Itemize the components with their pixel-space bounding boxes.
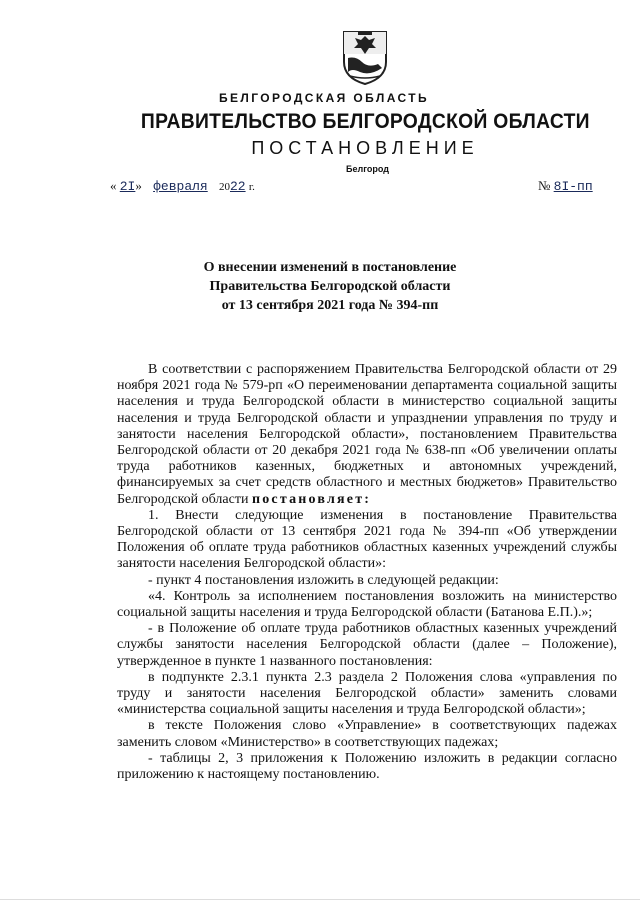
title-line-2: Правительства Белгородской области	[209, 279, 451, 294]
decree-number	[538, 178, 593, 194]
page-edge-line	[0, 899, 640, 900]
paragraph-preamble	[117, 362, 617, 508]
date-day: 2I	[119, 179, 136, 194]
document-type: ПОСТАНОВЛЕНИЕ	[251, 138, 479, 158]
resolves-word: постановляет:	[251, 491, 372, 507]
date-year-suffix: 22	[229, 179, 246, 194]
date-open-quote: «	[110, 178, 117, 193]
paragraph-replace-word: в тексте Положения слово «Управление» в соответствующих падежах заменить словом «Министерство» в соответствующих падежах;	[117, 718, 617, 750]
city-name: Белгород	[346, 164, 389, 174]
date-year-label: г.	[248, 181, 255, 193]
paragraph-regulation: - в Положение об оплате труда работников областных казенных учреждений службы занятости населения Белгородской области (далее – Положение), утвержденное в пункте 1 названного постановления:	[117, 621, 617, 669]
paragraph-tables: - таблицы 2, 3 приложения к Положению изложить в редакции согласно приложению к настоящему постановлению.	[117, 750, 617, 783]
date-year-prefix: 20	[218, 181, 230, 193]
date-month: февраля	[153, 179, 208, 194]
title-line-1: О внесении изменений в постановление	[203, 260, 457, 275]
paragraph-point-4: - пункт 4 постановления изложить в следующей редакции:	[148, 572, 499, 588]
number-value: 8I-пп	[553, 179, 593, 194]
document-title	[160, 258, 500, 315]
paragraph-point-4-text: «4. Контроль за исполнением постановления возложить на министерство социальной защиты населения и труда Белгородской области (Батанова Е.П.).»;	[117, 588, 617, 621]
number-sign: №	[538, 178, 551, 193]
decree-date	[110, 178, 255, 194]
document-body	[117, 362, 617, 783]
coat-of-arms-emblem	[340, 28, 390, 86]
paragraph-subpoint: в подпункте 2.3.1 пункта 2.3 раздела 2 Положения слова «управления по труду и занятости населения Белгородской области» заменить словами «министерства социальной защиты населения и труда Белгородской области»;	[117, 669, 617, 718]
date-close-quote: »	[135, 178, 142, 193]
title-line-3: от 13 сентября 2021 года № 394-пп	[221, 298, 439, 313]
region-name: БЕЛГОРОДСКАЯ ОБЛАСТЬ	[219, 91, 429, 105]
paragraph-item-1: 1. Внести следующие изменения в постановление Правительства Белгородской области от 13 сентября 2021 года № 394-пп «Об утверждении Положения об оплате труда работников областных казенных учреждений службы занятости населения Белгородской области»:	[117, 507, 617, 572]
preamble-text: В соответствии с распоряжением Правительства Белгородской области от 29 ноября 2021 года № 579-рп «О переименовании департамента социальной защиты населения и труда Белгородской области в министерство социальной защиты населения и труда Белгородской области и упразднении управления по труду и занятости населения Белгородской области», постановлением Правительства Белгородской области от 20 декабря 2021 года № 638-пп «Об увеличении оплаты труда работников казенных, бюджетных и автономных учреждений, финансируемых за счет средств областного и местных бюджетов» Правительство Белгородской области	[117, 362, 617, 507]
government-name: ПРАВИТЕЛЬСТВО БЕЛГОРОДСКОЙ ОБЛАСТИ	[140, 110, 590, 133]
